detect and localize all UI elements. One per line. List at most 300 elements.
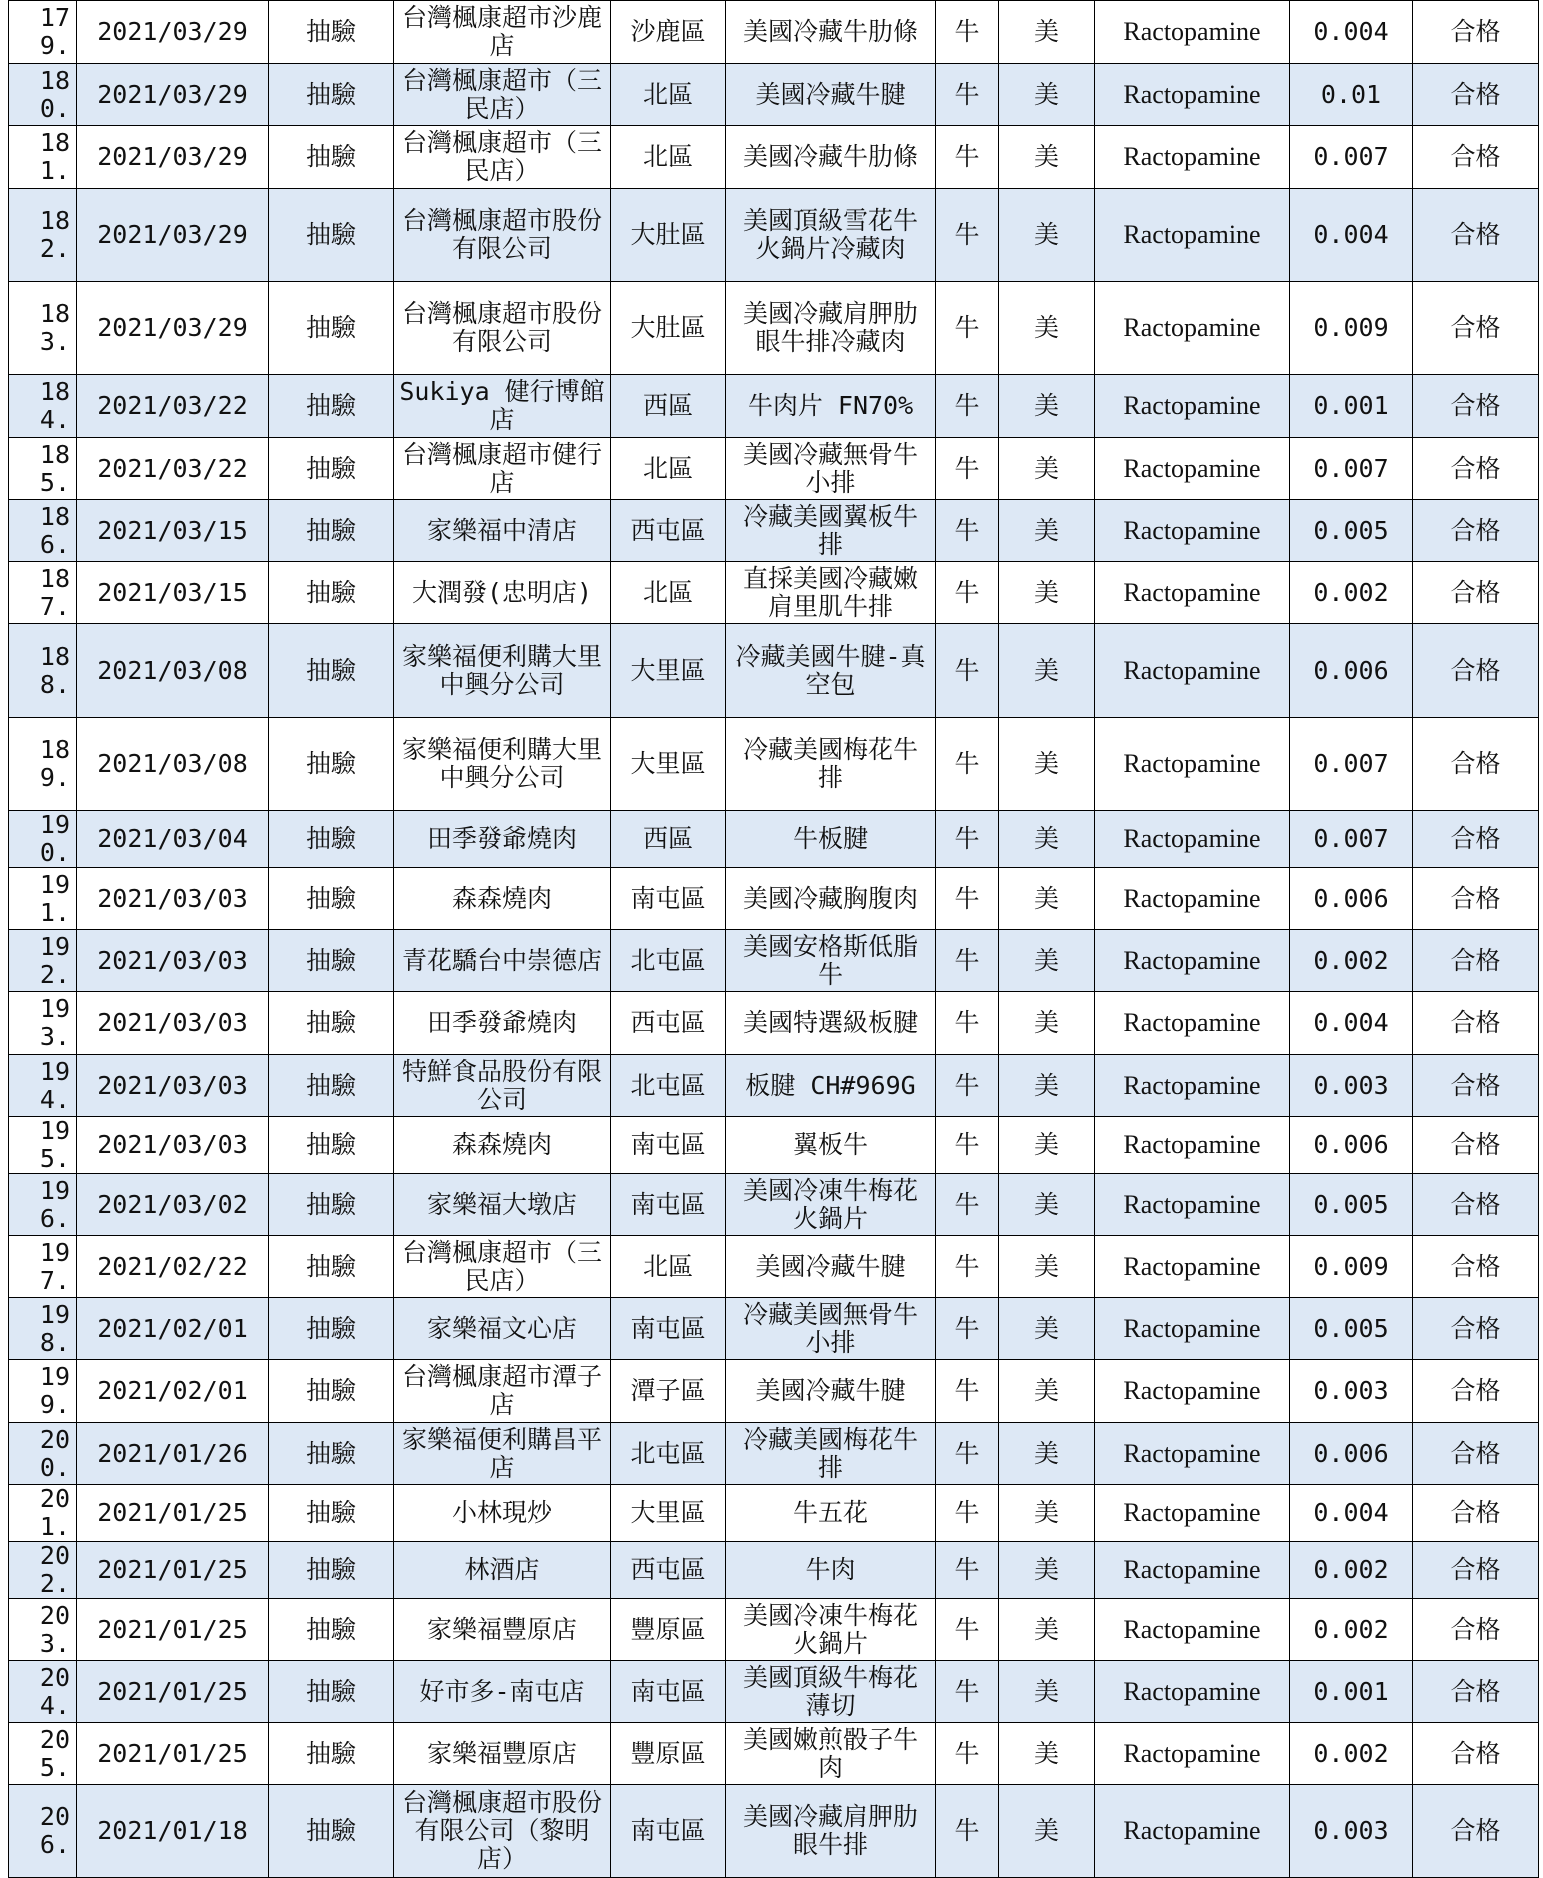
table-body xyxy=(9,1,1539,1878)
district: 大里區 xyxy=(611,624,726,718)
table-row xyxy=(9,992,1539,1055)
test-value: 0.007 xyxy=(1290,811,1413,868)
row-number: 190. xyxy=(9,811,77,868)
species: 牛 xyxy=(936,500,999,562)
product-name: 美國冷藏牛肋條 xyxy=(726,1,936,64)
sample-date: 2021/03/08 xyxy=(77,718,269,811)
test-result: 合格 xyxy=(1413,1785,1539,1878)
drug-name: Ractopamine xyxy=(1095,1542,1290,1599)
test-value: 0.004 xyxy=(1290,992,1413,1055)
species: 牛 xyxy=(936,930,999,992)
drug-name: Ractopamine xyxy=(1095,1723,1290,1785)
species: 牛 xyxy=(936,1174,999,1236)
species: 牛 xyxy=(936,811,999,868)
district: 豐原區 xyxy=(611,1599,726,1661)
store-name: 家樂福便利購大里中興分公司 xyxy=(394,718,611,811)
table-row xyxy=(9,64,1539,126)
drug-name: Ractopamine xyxy=(1095,624,1290,718)
inspection-type: 抽驗 xyxy=(269,189,394,282)
table-row xyxy=(9,562,1539,624)
drug-name: Ractopamine xyxy=(1095,1117,1290,1174)
origin-country: 美 xyxy=(999,1298,1095,1360)
species: 牛 xyxy=(936,1236,999,1298)
species: 牛 xyxy=(936,126,999,189)
test-value: 0.001 xyxy=(1290,1661,1413,1723)
drug-name: Ractopamine xyxy=(1095,126,1290,189)
product-name: 美國冷凍牛梅花火鍋片 xyxy=(726,1599,936,1661)
sample-date: 2021/02/22 xyxy=(77,1236,269,1298)
drug-name: Ractopamine xyxy=(1095,1423,1290,1485)
inspection-type: 抽驗 xyxy=(269,1055,394,1117)
store-name: 台灣楓康超市健行店 xyxy=(394,438,611,500)
drug-name: Ractopamine xyxy=(1095,189,1290,282)
table-row xyxy=(9,1485,1539,1542)
product-name: 直採美國冷藏嫩肩里肌牛排 xyxy=(726,562,936,624)
store-name: 家樂福大墩店 xyxy=(394,1174,611,1236)
row-number: 201. xyxy=(9,1485,77,1542)
test-result: 合格 xyxy=(1413,500,1539,562)
product-name: 美國安格斯低脂牛 xyxy=(726,930,936,992)
row-number: 200. xyxy=(9,1423,77,1485)
drug-name: Ractopamine xyxy=(1095,375,1290,438)
table-row xyxy=(9,1785,1539,1878)
row-number: 206. xyxy=(9,1785,77,1878)
row-number: 194. xyxy=(9,1055,77,1117)
product-name: 美國冷藏無骨牛小排 xyxy=(726,438,936,500)
sample-date: 2021/03/22 xyxy=(77,375,269,438)
product-name: 美國冷藏肩胛肋眼牛排冷藏肉 xyxy=(726,282,936,375)
store-name: 台灣楓康超市股份有限公司 xyxy=(394,282,611,375)
species: 牛 xyxy=(936,718,999,811)
test-result: 合格 xyxy=(1413,624,1539,718)
store-name: 台灣楓康超市潭子店 xyxy=(394,1360,611,1423)
inspection-type: 抽驗 xyxy=(269,624,394,718)
store-name: Sukiya 健行博館店 xyxy=(394,375,611,438)
district: 沙鹿區 xyxy=(611,1,726,64)
table-row xyxy=(9,1599,1539,1661)
drug-name: Ractopamine xyxy=(1095,1174,1290,1236)
store-name: 家樂福豐原店 xyxy=(394,1723,611,1785)
test-result: 合格 xyxy=(1413,562,1539,624)
district: 北屯區 xyxy=(611,1055,726,1117)
district: 西屯區 xyxy=(611,1542,726,1599)
district: 北區 xyxy=(611,562,726,624)
test-result: 合格 xyxy=(1413,930,1539,992)
inspection-type: 抽驗 xyxy=(269,1236,394,1298)
test-result: 合格 xyxy=(1413,1236,1539,1298)
drug-name: Ractopamine xyxy=(1095,64,1290,126)
store-name: 青花驕台中崇德店 xyxy=(394,930,611,992)
test-result: 合格 xyxy=(1413,718,1539,811)
origin-country: 美 xyxy=(999,868,1095,930)
drug-name: Ractopamine xyxy=(1095,1236,1290,1298)
row-number: 181. xyxy=(9,126,77,189)
district: 北屯區 xyxy=(611,1423,726,1485)
table-row xyxy=(9,811,1539,868)
inspection-type: 抽驗 xyxy=(269,1599,394,1661)
table-row xyxy=(9,1423,1539,1485)
species: 牛 xyxy=(936,438,999,500)
origin-country: 美 xyxy=(999,1723,1095,1785)
inspection-type: 抽驗 xyxy=(269,282,394,375)
row-number: 182. xyxy=(9,189,77,282)
row-number: 184. xyxy=(9,375,77,438)
district: 西屯區 xyxy=(611,500,726,562)
row-number: 203. xyxy=(9,1599,77,1661)
origin-country: 美 xyxy=(999,189,1095,282)
species: 牛 xyxy=(936,64,999,126)
test-value: 0.002 xyxy=(1290,562,1413,624)
table-row xyxy=(9,930,1539,992)
drug-name: Ractopamine xyxy=(1095,1298,1290,1360)
inspection-type: 抽驗 xyxy=(269,930,394,992)
store-name: 家樂福豐原店 xyxy=(394,1599,611,1661)
store-name: 小林現炒 xyxy=(394,1485,611,1542)
row-number: 192. xyxy=(9,930,77,992)
inspection-type: 抽驗 xyxy=(269,126,394,189)
origin-country: 美 xyxy=(999,1542,1095,1599)
species: 牛 xyxy=(936,1485,999,1542)
origin-country: 美 xyxy=(999,126,1095,189)
inspection-type: 抽驗 xyxy=(269,868,394,930)
table-row xyxy=(9,1174,1539,1236)
inspection-type: 抽驗 xyxy=(269,1117,394,1174)
species: 牛 xyxy=(936,868,999,930)
test-result: 合格 xyxy=(1413,1661,1539,1723)
sample-date: 2021/01/25 xyxy=(77,1485,269,1542)
test-value: 0.002 xyxy=(1290,1599,1413,1661)
test-result: 合格 xyxy=(1413,126,1539,189)
origin-country: 美 xyxy=(999,1599,1095,1661)
district: 西區 xyxy=(611,375,726,438)
product-name: 冷藏美國梅花牛排 xyxy=(726,718,936,811)
species: 牛 xyxy=(936,1298,999,1360)
origin-country: 美 xyxy=(999,438,1095,500)
species: 牛 xyxy=(936,1542,999,1599)
inspection-type: 抽驗 xyxy=(269,1,394,64)
product-name: 美國冷藏牛腱 xyxy=(726,64,936,126)
sample-date: 2021/03/03 xyxy=(77,1055,269,1117)
inspection-type: 抽驗 xyxy=(269,1360,394,1423)
table-row xyxy=(9,1298,1539,1360)
product-name: 牛肉 xyxy=(726,1542,936,1599)
district: 南屯區 xyxy=(611,1117,726,1174)
sample-date: 2021/01/26 xyxy=(77,1423,269,1485)
row-number: 179. xyxy=(9,1,77,64)
species: 牛 xyxy=(936,1723,999,1785)
row-number: 186. xyxy=(9,500,77,562)
drug-name: Ractopamine xyxy=(1095,500,1290,562)
district: 南屯區 xyxy=(611,1298,726,1360)
store-name: 好市多-南屯店 xyxy=(394,1661,611,1723)
product-name: 冷藏美國翼板牛排 xyxy=(726,500,936,562)
table-row xyxy=(9,1723,1539,1785)
store-name: 台灣楓康超市股份有限公司（黎明店） xyxy=(394,1785,611,1878)
row-number: 198. xyxy=(9,1298,77,1360)
species: 牛 xyxy=(936,1,999,64)
inspection-type: 抽驗 xyxy=(269,1174,394,1236)
table-row xyxy=(9,1661,1539,1723)
sample-date: 2021/03/29 xyxy=(77,64,269,126)
origin-country: 美 xyxy=(999,930,1095,992)
drug-name: Ractopamine xyxy=(1095,1055,1290,1117)
test-value: 0.006 xyxy=(1290,868,1413,930)
district: 大肚區 xyxy=(611,189,726,282)
table-row xyxy=(9,1360,1539,1423)
table-row xyxy=(9,282,1539,375)
drug-name: Ractopamine xyxy=(1095,1,1290,64)
test-result: 合格 xyxy=(1413,992,1539,1055)
store-name: 台灣楓康超市（三民店） xyxy=(394,126,611,189)
sample-date: 2021/03/29 xyxy=(77,126,269,189)
sample-date: 2021/03/02 xyxy=(77,1174,269,1236)
test-result: 合格 xyxy=(1413,1485,1539,1542)
origin-country: 美 xyxy=(999,282,1095,375)
table-row xyxy=(9,624,1539,718)
inspection-type: 抽驗 xyxy=(269,562,394,624)
table-row xyxy=(9,189,1539,282)
test-result: 合格 xyxy=(1413,64,1539,126)
district: 北區 xyxy=(611,438,726,500)
product-name: 美國冷藏牛腱 xyxy=(726,1360,936,1423)
origin-country: 美 xyxy=(999,992,1095,1055)
species: 牛 xyxy=(936,1117,999,1174)
product-name: 美國冷凍牛梅花火鍋片 xyxy=(726,1174,936,1236)
test-result: 合格 xyxy=(1413,1055,1539,1117)
district: 西屯區 xyxy=(611,992,726,1055)
sample-date: 2021/01/25 xyxy=(77,1723,269,1785)
test-value: 0.009 xyxy=(1290,282,1413,375)
test-result: 合格 xyxy=(1413,1174,1539,1236)
table-row xyxy=(9,438,1539,500)
inspection-type: 抽驗 xyxy=(269,500,394,562)
store-name: 林酒店 xyxy=(394,1542,611,1599)
district: 北區 xyxy=(611,64,726,126)
row-number: 185. xyxy=(9,438,77,500)
row-number: 187. xyxy=(9,562,77,624)
drug-name: Ractopamine xyxy=(1095,718,1290,811)
product-name: 牛板腱 xyxy=(726,811,936,868)
species: 牛 xyxy=(936,1661,999,1723)
store-name: 家樂福便利購昌平店 xyxy=(394,1423,611,1485)
product-name: 牛五花 xyxy=(726,1485,936,1542)
row-number: 204. xyxy=(9,1661,77,1723)
product-name: 美國冷藏牛腱 xyxy=(726,1236,936,1298)
origin-country: 美 xyxy=(999,562,1095,624)
district: 南屯區 xyxy=(611,1174,726,1236)
district: 大肚區 xyxy=(611,282,726,375)
district: 南屯區 xyxy=(611,868,726,930)
product-name: 美國頂級雪花牛火鍋片冷藏肉 xyxy=(726,189,936,282)
sample-date: 2021/03/15 xyxy=(77,500,269,562)
product-name: 板腱 CH#969G xyxy=(726,1055,936,1117)
district: 南屯區 xyxy=(611,1785,726,1878)
origin-country: 美 xyxy=(999,624,1095,718)
product-name: 美國嫩煎骰子牛肉 xyxy=(726,1723,936,1785)
table-row xyxy=(9,1117,1539,1174)
sample-date: 2021/03/04 xyxy=(77,811,269,868)
row-number: 195. xyxy=(9,1117,77,1174)
inspection-type: 抽驗 xyxy=(269,811,394,868)
test-result: 合格 xyxy=(1413,1599,1539,1661)
row-number: 197. xyxy=(9,1236,77,1298)
sample-date: 2021/03/29 xyxy=(77,189,269,282)
test-value: 0.004 xyxy=(1290,1,1413,64)
origin-country: 美 xyxy=(999,500,1095,562)
test-value: 0.004 xyxy=(1290,1485,1413,1542)
species: 牛 xyxy=(936,375,999,438)
test-value: 0.006 xyxy=(1290,624,1413,718)
test-result: 合格 xyxy=(1413,1423,1539,1485)
table-row xyxy=(9,868,1539,930)
store-name: 台灣楓康超市（三民店） xyxy=(394,64,611,126)
store-name: 田季發爺燒肉 xyxy=(394,811,611,868)
district: 大里區 xyxy=(611,718,726,811)
inspection-type: 抽驗 xyxy=(269,1298,394,1360)
table-row xyxy=(9,1542,1539,1599)
drug-name: Ractopamine xyxy=(1095,868,1290,930)
inspection-type: 抽驗 xyxy=(269,438,394,500)
sample-date: 2021/02/01 xyxy=(77,1360,269,1423)
drug-name: Ractopamine xyxy=(1095,811,1290,868)
store-name: 田季發爺燒肉 xyxy=(394,992,611,1055)
test-value: 0.001 xyxy=(1290,375,1413,438)
row-number: 205. xyxy=(9,1723,77,1785)
inspection-type: 抽驗 xyxy=(269,1661,394,1723)
product-name: 翼板牛 xyxy=(726,1117,936,1174)
row-number: 180. xyxy=(9,64,77,126)
drug-name: Ractopamine xyxy=(1095,1485,1290,1542)
test-value: 0.007 xyxy=(1290,718,1413,811)
sample-date: 2021/01/25 xyxy=(77,1599,269,1661)
store-name: 森森燒肉 xyxy=(394,868,611,930)
origin-country: 美 xyxy=(999,718,1095,811)
test-value: 0.005 xyxy=(1290,1174,1413,1236)
species: 牛 xyxy=(936,562,999,624)
drug-name: Ractopamine xyxy=(1095,1599,1290,1661)
origin-country: 美 xyxy=(999,1661,1095,1723)
sample-date: 2021/03/22 xyxy=(77,438,269,500)
test-result: 合格 xyxy=(1413,811,1539,868)
product-name: 牛肉片 FN70% xyxy=(726,375,936,438)
table-row xyxy=(9,718,1539,811)
species: 牛 xyxy=(936,1423,999,1485)
test-value: 0.005 xyxy=(1290,500,1413,562)
origin-country: 美 xyxy=(999,811,1095,868)
product-name: 冷藏美國無骨牛小排 xyxy=(726,1298,936,1360)
row-number: 193. xyxy=(9,992,77,1055)
sample-date: 2021/03/03 xyxy=(77,868,269,930)
test-value: 0.003 xyxy=(1290,1360,1413,1423)
row-number: 189. xyxy=(9,718,77,811)
test-result: 合格 xyxy=(1413,1,1539,64)
sample-date: 2021/03/03 xyxy=(77,992,269,1055)
product-name: 美國特選級板腱 xyxy=(726,992,936,1055)
district: 南屯區 xyxy=(611,1661,726,1723)
inspection-type: 抽驗 xyxy=(269,64,394,126)
store-name: 台灣楓康超市（三民店） xyxy=(394,1236,611,1298)
store-name: 家樂福中清店 xyxy=(394,500,611,562)
drug-name: Ractopamine xyxy=(1095,1661,1290,1723)
district: 北屯區 xyxy=(611,930,726,992)
district: 豐原區 xyxy=(611,1723,726,1785)
row-number: 188. xyxy=(9,624,77,718)
origin-country: 美 xyxy=(999,1236,1095,1298)
test-value: 0.005 xyxy=(1290,1298,1413,1360)
store-name: 家樂福文心店 xyxy=(394,1298,611,1360)
sample-date: 2021/01/18 xyxy=(77,1785,269,1878)
row-number: 199. xyxy=(9,1360,77,1423)
origin-country: 美 xyxy=(999,1423,1095,1485)
origin-country: 美 xyxy=(999,64,1095,126)
origin-country: 美 xyxy=(999,1,1095,64)
origin-country: 美 xyxy=(999,1117,1095,1174)
store-name: 台灣楓康超市股份有限公司 xyxy=(394,189,611,282)
sample-date: 2021/01/25 xyxy=(77,1542,269,1599)
test-result: 合格 xyxy=(1413,1117,1539,1174)
drug-name: Ractopamine xyxy=(1095,1785,1290,1878)
product-name: 美國冷藏肩胛肋眼牛排 xyxy=(726,1785,936,1878)
drug-name: Ractopamine xyxy=(1095,992,1290,1055)
table-row xyxy=(9,1236,1539,1298)
inspection-type: 抽驗 xyxy=(269,1723,394,1785)
species: 牛 xyxy=(936,1785,999,1878)
store-name: 特鮮食品股份有限公司 xyxy=(394,1055,611,1117)
species: 牛 xyxy=(936,624,999,718)
inspection-type: 抽驗 xyxy=(269,1785,394,1878)
test-value: 0.009 xyxy=(1290,1236,1413,1298)
product-name: 美國冷藏牛肋條 xyxy=(726,126,936,189)
test-value: 0.006 xyxy=(1290,1117,1413,1174)
row-number: 191. xyxy=(9,868,77,930)
product-name: 美國頂級牛梅花薄切 xyxy=(726,1661,936,1723)
origin-country: 美 xyxy=(999,1485,1095,1542)
test-value: 0.006 xyxy=(1290,1423,1413,1485)
species: 牛 xyxy=(936,1360,999,1423)
product-name: 冷藏美國牛腱-真空包 xyxy=(726,624,936,718)
sample-date: 2021/03/29 xyxy=(77,1,269,64)
drug-name: Ractopamine xyxy=(1095,438,1290,500)
table-row xyxy=(9,126,1539,189)
origin-country: 美 xyxy=(999,1360,1095,1423)
district: 潭子區 xyxy=(611,1360,726,1423)
inspection-type: 抽驗 xyxy=(269,1485,394,1542)
origin-country: 美 xyxy=(999,375,1095,438)
store-name: 家樂福便利購大里中興分公司 xyxy=(394,624,611,718)
species: 牛 xyxy=(936,189,999,282)
test-result: 合格 xyxy=(1413,868,1539,930)
test-value: 0.002 xyxy=(1290,1723,1413,1785)
origin-country: 美 xyxy=(999,1785,1095,1878)
test-result: 合格 xyxy=(1413,189,1539,282)
inspection-type: 抽驗 xyxy=(269,1542,394,1599)
test-value: 0.002 xyxy=(1290,930,1413,992)
test-result: 合格 xyxy=(1413,282,1539,375)
table-row xyxy=(9,500,1539,562)
inspection-type: 抽驗 xyxy=(269,992,394,1055)
test-value: 0.002 xyxy=(1290,1542,1413,1599)
store-name: 大潤發(忠明店) xyxy=(394,562,611,624)
test-value: 0.003 xyxy=(1290,1055,1413,1117)
table-row xyxy=(9,375,1539,438)
sample-date: 2021/01/25 xyxy=(77,1661,269,1723)
test-value: 0.007 xyxy=(1290,126,1413,189)
test-value: 0.007 xyxy=(1290,438,1413,500)
inspection-type: 抽驗 xyxy=(269,718,394,811)
district: 西區 xyxy=(611,811,726,868)
species: 牛 xyxy=(936,1055,999,1117)
store-name: 台灣楓康超市沙鹿店 xyxy=(394,1,611,64)
